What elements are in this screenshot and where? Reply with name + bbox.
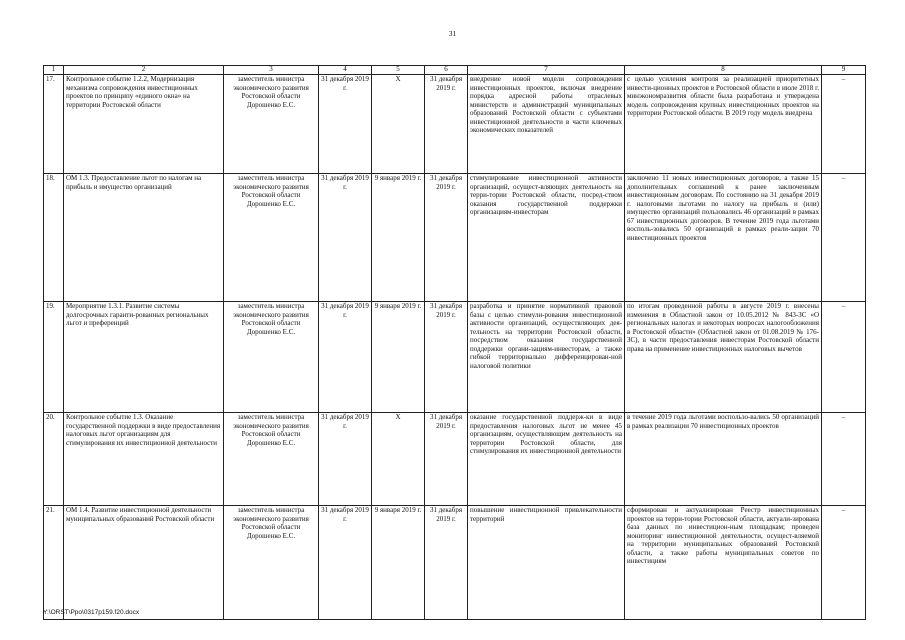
planned-result: разработка и принятие нормативной правовой базы с целью стимули-рования инвестиционной активности организаций, осуществляющих дея-тельность на территории Ростовской области, посредством оказания государственной поддержки органи-зациям-инвесторам, а также гибкой территориально дифференцирован-ной налоговой политики [468, 302, 625, 413]
col-header-6: 6 [425, 66, 468, 75]
plan-start-date: 31 декабря 2019 г. [319, 75, 372, 174]
fact-start-date: 9 января 2019 г. [372, 174, 425, 302]
reason-cell: – [822, 75, 866, 174]
executor: заместитель министра экономического развития Ростовской области Дорошенко Е.С. [224, 75, 319, 174]
plan-start-date: 31 декабря 2019 г. [319, 413, 372, 506]
row-number: 18. [44, 174, 64, 302]
actual-result: с целью усиления контроля за реализацией приоритетных инвести-ционных проектов в Ростовской области в июле 2018 г. минэкономразвития области была разработана и утверждена модель сопровождения крупных инвестиционных проектов на территории Ростовской области. В 2019 году модель внедрена [625, 75, 822, 174]
actual-result: сформирован и актуализирован Реестр инвестиционных проектов на терри-тории Ростовской области, актуали-зирована база данных по инвестицион-ным площадкам; проведен мониторинг инвестиционной деятельности, осущест-вляемой на территории муниципальных образований Ростовской области, а также работы муниципальных советов по инвестициям [625, 506, 822, 620]
activity-name: ОМ 1.4. Развитие инвестиционной деятельности муниципальных образований Ростовской области [64, 506, 224, 620]
plan-end-date: 31 декабря 2019 г. [425, 413, 468, 506]
planned-result: внедрение новой модели сопровождения инвестиционных проектов, включая внедрение порядка адресной работы отраслевых министерств и администраций муниципальных образований Ростовской области с субъектами инвестиционной деятельности в части ключевых экономических показателей [468, 75, 625, 174]
table-row [44, 75, 866, 174]
col-header-4: 4 [319, 66, 372, 75]
actual-result: заключено 11 новых инвестиционных договоров, а также 15 дополнительных соглашений к ранее заключенным инвестиционным договорам. По состоянию на 31 декабря 2019 г. налоговыми льготами по налогу на прибыль и (или) имущество организаций пользовались 46 организаций в рамках 67 инвестиционных договоров. В течение 2019 года льготами восполь-зовались 50 организаций в рамках реали-зации 70 инвестиционных проектов [625, 174, 822, 302]
header-row [44, 66, 866, 75]
actual-result: по итогам проведенной работы в августе 2019 г. внесены изменения в Областной закон от 10.05.2012 № 843-ЗС «О региональных налогах и некоторых вопросах налогообложения в Ростовской области» (Областной закон от 01.08.2019 № 176-ЗС), в части предоставления инвесторам Ростовской области права на применение инвестиционных налоговых вычетов [625, 302, 822, 413]
row-number: 19. [44, 302, 64, 413]
planned-result: повышение инвестиционной привлекательности территорий [468, 506, 625, 620]
fact-start-date: 9 января 2019 г. [372, 506, 425, 620]
actual-result: в течение 2019 года льготами воспользо-вались 50 организаций в рамках реализации 70 инвестиционных проектов [625, 413, 822, 506]
fact-start-date: Х [372, 75, 425, 174]
activity-name: ОМ 1.3. Предоставление льгот по налогам на прибыль и имущество организаций [64, 174, 224, 302]
report-table [43, 65, 866, 620]
col-header-9: 9 [822, 66, 866, 75]
activity-name: Контрольное событие 1.3. Оказание государственной поддержки в виде предоставления налоговых льгот организациям для стимулирования их инвестиционной деятельности [64, 413, 224, 506]
row-number: 20. [44, 413, 64, 506]
page-number: 31 [448, 29, 457, 38]
row-number: 17. [44, 75, 64, 174]
reason-cell: – [822, 302, 866, 413]
table-row [44, 413, 866, 506]
col-header-7: 7 [468, 66, 625, 75]
fact-start-date: Х [372, 413, 425, 506]
activity-name: Мероприятие 1.3.1. Развитие системы долгосрочных гаранти-рованных региональных льгот и преференций [64, 302, 224, 413]
plan-start-date: 31 декабря 2019 г. [319, 302, 372, 413]
table-row [44, 302, 866, 413]
col-header-2: 2 [64, 66, 224, 75]
reason-cell: – [822, 413, 866, 506]
reason-cell: – [822, 174, 866, 302]
col-header-3: 3 [224, 66, 319, 75]
planned-result: оказание государственной поддерж-ки в виде предоставления налоговых льгот не менее 45 организациям, осуществляющим деятельность на территории Ростовской области, для стимулирования их инвестиционной деятельности [468, 413, 625, 506]
planned-result: стимулирование инвестиционной активности организаций, осущест-вляющих деятельность на терри-тории Ростовской области, посред-ством оказания государственной поддержки организациям-инвесторам [468, 174, 625, 302]
plan-end-date: 31 декабря 2019 г. [425, 75, 468, 174]
executor: заместитель министра экономического развития Ростовской области Дорошенко Е.С. [224, 413, 319, 506]
row-number: 21. [44, 506, 64, 620]
col-header-5: 5 [372, 66, 425, 75]
executor: заместитель министра экономического развития Ростовской области Дорошенко Е.С. [224, 174, 319, 302]
plan-end-date: 31 декабря 2019 г. [425, 506, 468, 620]
plan-start-date: 31 декабря 2019 г. [319, 174, 372, 302]
plan-end-date: 31 декабря 2019 г. [425, 174, 468, 302]
col-header-8: 8 [625, 66, 822, 75]
table-row [44, 174, 866, 302]
table-row [44, 506, 866, 620]
document-file-path: Y:\ORST\Ppo\0317p159.f20.docx [43, 609, 140, 616]
plan-start-date: 31 декабря 2019 г. [319, 506, 372, 620]
col-header-1: 1 [44, 66, 64, 75]
plan-end-date: 31 декабря 2019 г. [425, 302, 468, 413]
executor: заместитель министра экономического развития Ростовской области Дорошенко Е.С. [224, 506, 319, 620]
activity-name: Контрольное событие 1.2.2, Модернизация механизма сопровождения инвестиционных проектов по принципу «единого окна» на территории Ростовской области [64, 75, 224, 174]
fact-start-date: 9 января 2019 г. [372, 302, 425, 413]
executor: заместитель министра экономического развития Ростовской области Дорошенко Е.С. [224, 302, 319, 413]
reason-cell: – [822, 506, 866, 620]
